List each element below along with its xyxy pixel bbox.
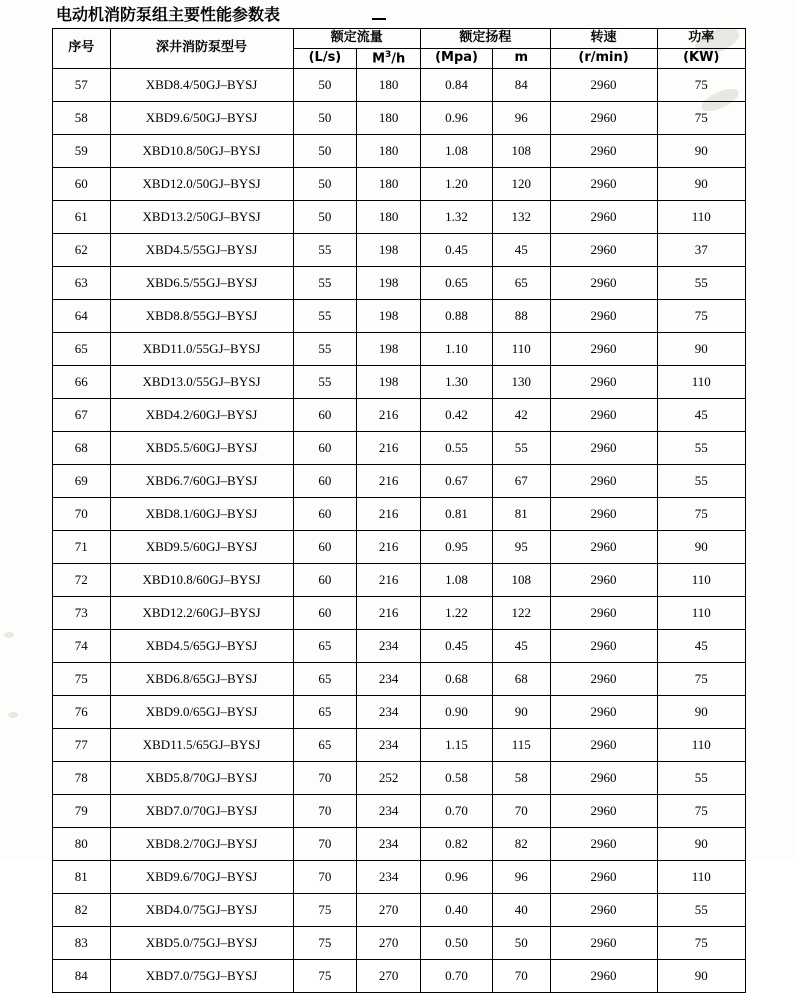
table-row [53,795,746,828]
cell-flow-ls: 60 [293,465,357,498]
cell-model: XBD8.1/60GJ–BYSJ [110,498,293,531]
cell-power: 90 [657,135,745,168]
cell-flow-ls: 50 [293,135,357,168]
cell-head-m: 110 [493,333,551,366]
cell-head-mpa: 0.65 [421,267,493,300]
cell-head-mpa: 0.96 [421,861,493,894]
table-row [53,729,746,762]
cell-speed: 2960 [550,366,657,399]
cell-power: 90 [657,531,745,564]
cell-head-mpa: 0.67 [421,465,493,498]
cell-head-m: 90 [493,696,551,729]
cell-head-m: 84 [493,69,551,102]
header-head-mpa: (Mpa) [421,49,493,69]
cell-head-m: 96 [493,102,551,135]
cell-head-m: 132 [493,201,551,234]
cell-power: 45 [657,399,745,432]
cell-flow-ls: 60 [293,498,357,531]
cell-model: XBD13.2/50GJ–BYSJ [110,201,293,234]
cell-power: 55 [657,267,745,300]
cell-speed: 2960 [550,630,657,663]
table-row [53,69,746,102]
cell-head-m: 115 [493,729,551,762]
cell-power: 90 [657,696,745,729]
cell-no: 66 [53,366,111,399]
cell-head-m: 122 [493,597,551,630]
cell-head-mpa: 0.45 [421,234,493,267]
cell-power: 75 [657,102,745,135]
cell-head-m: 96 [493,861,551,894]
cell-no: 57 [53,69,111,102]
header-flow-ls: (L/s) [293,49,357,69]
cell-head-mpa: 0.84 [421,69,493,102]
cell-model: XBD4.5/55GJ–BYSJ [110,234,293,267]
cell-model: XBD6.8/65GJ–BYSJ [110,663,293,696]
table-row [53,762,746,795]
cell-power: 75 [657,927,745,960]
cell-flow-ls: 60 [293,399,357,432]
cell-model: XBD9.0/65GJ–BYSJ [110,696,293,729]
table-row [53,201,746,234]
cell-head-mpa: 0.40 [421,894,493,927]
cell-flow-ls: 55 [293,300,357,333]
cell-head-mpa: 1.15 [421,729,493,762]
cell-model: XBD7.0/75GJ–BYSJ [110,960,293,993]
cell-speed: 2960 [550,333,657,366]
cell-speed: 2960 [550,894,657,927]
cell-head-m: 88 [493,300,551,333]
cell-head-m: 65 [493,267,551,300]
cell-flow-m3h: 198 [357,366,421,399]
header-power-unit: (KW) [657,49,745,69]
cell-head-mpa: 1.10 [421,333,493,366]
cell-head-mpa: 0.70 [421,795,493,828]
table-row [53,564,746,597]
cell-speed: 2960 [550,168,657,201]
cell-power: 75 [657,663,745,696]
cell-head-m: 120 [493,168,551,201]
cell-no: 75 [53,663,111,696]
cell-power: 55 [657,762,745,795]
cell-model: XBD4.0/75GJ–BYSJ [110,894,293,927]
cell-head-m: 95 [493,531,551,564]
cell-power: 90 [657,828,745,861]
cell-head-m: 70 [493,795,551,828]
cell-head-mpa: 1.08 [421,564,493,597]
cell-speed: 2960 [550,432,657,465]
cell-flow-ls: 50 [293,168,357,201]
header-flow-m3h: $M^3/h$ [357,49,421,69]
table-row [53,696,746,729]
cell-no: 81 [53,861,111,894]
cell-model: XBD7.0/70GJ–BYSJ [110,795,293,828]
cell-head-m: 108 [493,564,551,597]
cell-flow-ls: 65 [293,663,357,696]
header-power: 功率 [657,29,745,49]
table-row [53,267,746,300]
cell-no: 74 [53,630,111,663]
cell-flow-ls: 60 [293,564,357,597]
cell-flow-ls: 50 [293,201,357,234]
pump-parameters-table [52,28,746,993]
page-title: 电动机消防泵组主要性能参数表 [56,5,281,24]
cell-flow-m3h: 270 [357,927,421,960]
cell-model: XBD8.2/70GJ–BYSJ [110,828,293,861]
cell-speed: 2960 [550,465,657,498]
cell-speed: 2960 [550,267,657,300]
table-row [53,399,746,432]
cell-head-m: 81 [493,498,551,531]
cell-flow-ls: 50 [293,69,357,102]
table-row [53,465,746,498]
cell-flow-m3h: 216 [357,399,421,432]
cell-speed: 2960 [550,531,657,564]
cell-no: 62 [53,234,111,267]
cell-flow-m3h: 216 [357,564,421,597]
header-flow-group: 额定流量 [293,29,420,49]
cell-power: 110 [657,861,745,894]
cell-flow-ls: 65 [293,729,357,762]
cell-power: 55 [657,432,745,465]
cell-flow-m3h: 234 [357,861,421,894]
cell-power: 55 [657,894,745,927]
cell-flow-m3h: 198 [357,300,421,333]
cell-speed: 2960 [550,498,657,531]
cell-head-mpa: 0.81 [421,498,493,531]
cell-head-mpa: 0.58 [421,762,493,795]
cell-flow-ls: 75 [293,960,357,993]
cell-head-m: 70 [493,960,551,993]
cell-model: XBD9.5/60GJ–BYSJ [110,531,293,564]
cell-flow-m3h: 180 [357,201,421,234]
cell-speed: 2960 [550,69,657,102]
cell-flow-m3h: 180 [357,135,421,168]
cell-flow-m3h: 216 [357,465,421,498]
table-row [53,366,746,399]
cell-no: 67 [53,399,111,432]
cell-model: XBD6.7/60GJ–BYSJ [110,465,293,498]
cell-flow-ls: 50 [293,102,357,135]
cell-no: 63 [53,267,111,300]
cell-no: 83 [53,927,111,960]
header-head-group: 额定扬程 [421,29,551,49]
cell-flow-ls: 60 [293,432,357,465]
cell-flow-m3h: 216 [357,498,421,531]
cell-speed: 2960 [550,729,657,762]
cell-speed: 2960 [550,102,657,135]
table-row [53,234,746,267]
cell-speed: 2960 [550,564,657,597]
cell-head-mpa: 0.55 [421,432,493,465]
cell-flow-ls: 60 [293,597,357,630]
cell-no: 68 [53,432,111,465]
table-row [53,531,746,564]
table-row [53,102,746,135]
cell-no: 59 [53,135,111,168]
table-row [53,927,746,960]
cell-head-m: 55 [493,432,551,465]
cell-power: 45 [657,630,745,663]
cell-model: XBD5.0/75GJ–BYSJ [110,927,293,960]
table-row [53,135,746,168]
cell-speed: 2960 [550,663,657,696]
cell-head-m: 82 [493,828,551,861]
cell-head-m: 40 [493,894,551,927]
cell-head-mpa: 0.95 [421,531,493,564]
cell-flow-ls: 75 [293,927,357,960]
cell-flow-ls: 55 [293,366,357,399]
cell-flow-ls: 70 [293,828,357,861]
scan-artifact [8,712,18,718]
cell-head-m: 67 [493,465,551,498]
cell-model: XBD13.0/55GJ–BYSJ [110,366,293,399]
cell-flow-ls: 70 [293,762,357,795]
cell-no: 80 [53,828,111,861]
cell-head-mpa: 0.50 [421,927,493,960]
cell-speed: 2960 [550,201,657,234]
cell-head-m: 50 [493,927,551,960]
cell-flow-ls: 70 [293,861,357,894]
cell-model: XBD11.0/55GJ–BYSJ [110,333,293,366]
cell-flow-m3h: 234 [357,828,421,861]
cell-no: 64 [53,300,111,333]
cell-power: 75 [657,498,745,531]
cell-flow-m3h: 180 [357,69,421,102]
cell-flow-ls: 70 [293,795,357,828]
cell-power: 90 [657,168,745,201]
table-row [53,960,746,993]
cell-head-m: 108 [493,135,551,168]
cell-head-mpa: 0.68 [421,663,493,696]
cell-speed: 2960 [550,795,657,828]
cell-head-m: 130 [493,366,551,399]
cell-model: XBD8.8/55GJ–BYSJ [110,300,293,333]
cell-head-mpa: 0.90 [421,696,493,729]
cell-model: XBD8.4/50GJ–BYSJ [110,69,293,102]
cell-head-mpa: 1.32 [421,201,493,234]
cell-model: XBD4.2/60GJ–BYSJ [110,399,293,432]
cell-no: 78 [53,762,111,795]
cell-head-m: 42 [493,399,551,432]
cell-flow-m3h: 234 [357,630,421,663]
cell-head-mpa: 1.20 [421,168,493,201]
cell-power: 110 [657,201,745,234]
table-header [53,29,746,69]
cell-speed: 2960 [550,828,657,861]
table-row [53,630,746,663]
cell-power: 75 [657,69,745,102]
cell-model: XBD4.5/65GJ–BYSJ [110,630,293,663]
cell-no: 72 [53,564,111,597]
cell-flow-m3h: 270 [357,960,421,993]
table-row [53,861,746,894]
table-row [53,894,746,927]
cell-flow-ls: 55 [293,234,357,267]
table-body [53,69,746,993]
cell-power: 90 [657,333,745,366]
cell-head-mpa: 1.30 [421,366,493,399]
cell-power: 75 [657,795,745,828]
cell-power: 110 [657,597,745,630]
cell-speed: 2960 [550,762,657,795]
table-row [53,333,746,366]
cell-power: 55 [657,465,745,498]
cell-model: XBD12.2/60GJ–BYSJ [110,597,293,630]
cell-head-m: 45 [493,234,551,267]
table-row [53,828,746,861]
cell-head-mpa: 0.88 [421,300,493,333]
cell-model: XBD12.0/50GJ–BYSJ [110,168,293,201]
cell-speed: 2960 [550,960,657,993]
table-row [53,432,746,465]
cell-flow-m3h: 198 [357,234,421,267]
cell-model: XBD5.5/60GJ–BYSJ [110,432,293,465]
cell-flow-ls: 55 [293,267,357,300]
cell-power: 90 [657,960,745,993]
cell-no: 79 [53,795,111,828]
cell-no: 61 [53,201,111,234]
cell-flow-m3h: 234 [357,663,421,696]
cell-flow-m3h: 216 [357,597,421,630]
cell-flow-m3h: 252 [357,762,421,795]
cell-head-mpa: 0.82 [421,828,493,861]
cell-head-m: 68 [493,663,551,696]
cell-model: XBD10.8/50GJ–BYSJ [110,135,293,168]
cell-model: XBD9.6/50GJ–BYSJ [110,102,293,135]
header-no: 序号 [53,29,111,69]
cell-no: 69 [53,465,111,498]
cell-no: 71 [53,531,111,564]
cell-speed: 2960 [550,861,657,894]
cell-no: 60 [53,168,111,201]
cell-no: 76 [53,696,111,729]
cell-model: XBD6.5/55GJ–BYSJ [110,267,293,300]
cell-no: 73 [53,597,111,630]
cell-no: 65 [53,333,111,366]
cell-model: XBD5.8/70GJ–BYSJ [110,762,293,795]
header-head-m: m [493,49,551,69]
cell-head-m: 45 [493,630,551,663]
cell-model: XBD9.6/70GJ–BYSJ [110,861,293,894]
table-row [53,168,746,201]
table-row [53,498,746,531]
cell-flow-m3h: 234 [357,696,421,729]
cell-head-mpa: 0.42 [421,399,493,432]
cell-no: 58 [53,102,111,135]
cell-speed: 2960 [550,597,657,630]
cell-power: 110 [657,729,745,762]
cell-speed: 2960 [550,234,657,267]
cell-flow-ls: 65 [293,630,357,663]
cell-head-mpa: 1.22 [421,597,493,630]
cell-head-mpa: 0.45 [421,630,493,663]
title-underline [372,18,386,20]
cell-flow-m3h: 180 [357,102,421,135]
cell-power: 37 [657,234,745,267]
cell-speed: 2960 [550,399,657,432]
cell-flow-m3h: 234 [357,729,421,762]
cell-flow-ls: 65 [293,696,357,729]
table-row [53,597,746,630]
cell-model: XBD11.5/65GJ–BYSJ [110,729,293,762]
cell-model: XBD10.8/60GJ–BYSJ [110,564,293,597]
header-speed: 转速 [550,29,657,49]
cell-flow-ls: 75 [293,894,357,927]
cell-speed: 2960 [550,300,657,333]
cell-flow-m3h: 234 [357,795,421,828]
cell-power: 110 [657,366,745,399]
cell-flow-m3h: 270 [357,894,421,927]
table-row [53,663,746,696]
scan-artifact [4,632,14,638]
cell-speed: 2960 [550,696,657,729]
cell-power: 110 [657,564,745,597]
cell-flow-m3h: 198 [357,333,421,366]
cell-speed: 2960 [550,135,657,168]
cell-flow-ls: 55 [293,333,357,366]
cell-flow-m3h: 216 [357,531,421,564]
cell-head-mpa: 1.08 [421,135,493,168]
cell-head-mpa: 0.96 [421,102,493,135]
header-speed-unit: (r/min) [550,49,657,69]
cell-head-m: 58 [493,762,551,795]
cell-no: 84 [53,960,111,993]
cell-flow-ls: 60 [293,531,357,564]
cell-flow-m3h: 216 [357,432,421,465]
cell-power: 75 [657,300,745,333]
cell-flow-m3h: 198 [357,267,421,300]
header-model: 深井消防泵型号 [110,29,293,69]
cell-head-mpa: 0.70 [421,960,493,993]
cell-no: 70 [53,498,111,531]
cell-no: 77 [53,729,111,762]
cell-flow-m3h: 180 [357,168,421,201]
table-row [53,300,746,333]
cell-no: 82 [53,894,111,927]
cell-speed: 2960 [550,927,657,960]
